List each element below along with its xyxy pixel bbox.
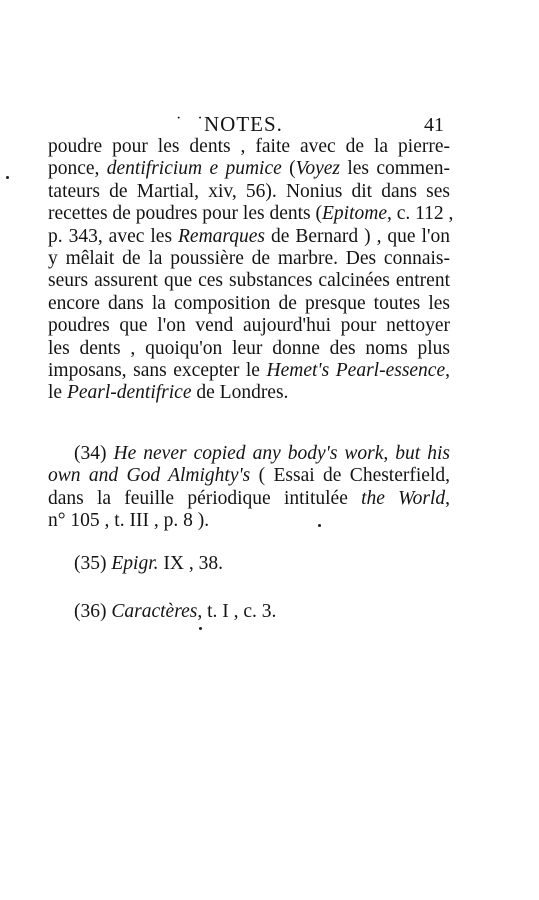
paper-speck <box>6 176 9 179</box>
footnote-34 <box>48 443 450 533</box>
paper-speck <box>318 524 321 527</box>
text-fragment: p. 343, avec les <box>48 225 178 247</box>
italic-quote: He never copied any body's work, but his <box>113 443 450 464</box>
text-line: seurs assurent que ces substances calcinées entrent <box>48 270 450 292</box>
text-line <box>48 443 450 465</box>
text-line <box>48 226 450 248</box>
text-line <box>48 203 454 225</box>
text-line <box>48 465 450 487</box>
text-fragment: de Londres. <box>191 382 289 404</box>
text-line <box>48 382 450 404</box>
text-line: y mêlait de la poussière de marbre. Des connais- <box>48 247 450 269</box>
text-fragment: ( Essai de Chesterfield, <box>250 465 450 487</box>
text-line: poudre pour les dents , faite avec de la pierre- <box>48 136 450 157</box>
text-fragment: , c. 112 , <box>386 203 454 225</box>
text-fragment: , <box>445 487 450 509</box>
footnote-35 <box>48 553 450 575</box>
header-dots: · · <box>176 110 209 127</box>
italic-term: Epitome <box>322 203 387 225</box>
italic-term: Remarques <box>178 225 266 247</box>
text-fragment: ponce, <box>48 158 107 180</box>
text-line <box>48 601 450 623</box>
italic-title: the World <box>361 487 446 509</box>
italic-term: Voyez <box>295 158 340 180</box>
text-line <box>48 158 450 180</box>
text-fragment: , t. I , c. 3. <box>197 601 277 622</box>
italic-term: dentifricium e pumice <box>106 158 282 180</box>
text-fragment: , <box>445 359 450 381</box>
text-fragment: ( <box>281 158 296 180</box>
text-fragment: les commen- <box>340 158 450 180</box>
text-line <box>48 553 450 575</box>
paper-speck <box>199 627 202 630</box>
italic-source: Caractères <box>111 601 198 622</box>
text-fragment: recettes de poudres pour les dents ( <box>48 203 322 225</box>
running-title: NOTES. <box>204 112 283 136</box>
text-fragment: dans la feuille périodique intitulée <box>48 487 362 509</box>
italic-source: Epigr. <box>111 553 159 574</box>
text-line: n° 105 , t. III , p. 8 ). <box>48 510 210 532</box>
text-line: les dents , quoiqu'on leur donne des noms plus <box>48 337 450 359</box>
text-line: encore dans la composition de presque toutes les <box>48 292 450 314</box>
page-number: 41 <box>424 114 444 136</box>
text-line <box>48 488 450 510</box>
text-line: poudres que l'on vend aujourd'hui pour nettoyer <box>48 315 450 337</box>
footnote-36 <box>48 601 450 623</box>
note-number: (34) <box>74 443 107 464</box>
text-line: tateurs de Martial, xiv, 56). Nonius dit dans ses <box>48 180 450 202</box>
text-fragment: IX , 38. <box>158 553 223 574</box>
text-fragment: de Bernard ) , que l'on <box>265 225 450 247</box>
note-number: (36) <box>74 601 107 622</box>
text-line <box>48 360 450 382</box>
page-header <box>48 110 450 136</box>
italic-term: Pearl-dentifrice <box>66 382 192 404</box>
italic-quote: own and God Almighty's <box>48 465 251 487</box>
text-fragment: le <box>48 382 67 404</box>
note-number: (35) <box>74 553 107 574</box>
main-paragraph <box>48 136 454 405</box>
italic-term: Hemet's Pearl-essence <box>266 359 446 381</box>
text-fragment: imposans, sans excepter le <box>48 359 267 381</box>
